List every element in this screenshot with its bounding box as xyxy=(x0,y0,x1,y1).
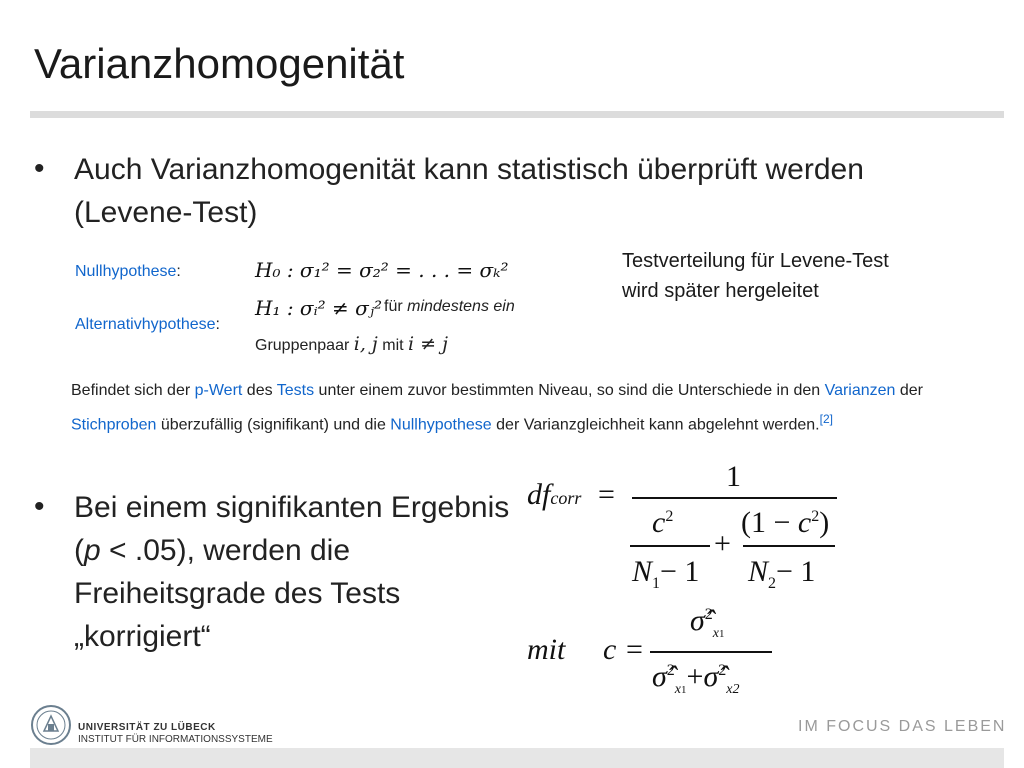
bullet-icon: • xyxy=(34,490,45,523)
bullet-significant-result xyxy=(74,486,524,658)
t1-minus-one: − 1 xyxy=(660,555,700,588)
group-pair-condition: i ≠ j xyxy=(408,333,448,355)
t1-denominator xyxy=(632,555,699,593)
page-title: Varianzhomogenität xyxy=(34,40,405,87)
t1-n-sub: 1 xyxy=(652,575,661,592)
t1-n: N xyxy=(632,555,653,588)
link-nullhypothese[interactable]: Nullhypothese xyxy=(390,416,492,434)
bullet2-text-pre: Bei einem signifikanten Ergebnis ( xyxy=(74,491,510,567)
df-equals: = xyxy=(598,478,615,511)
t2-numerator xyxy=(741,506,829,540)
bullet-levene-test: Auch Varianzhomogenität kann statistisch überprüft werden (Levene-Test) xyxy=(74,153,864,229)
alt-hypothesis-link[interactable]: Alternativhypothese xyxy=(75,316,216,333)
group-pair-label: Gruppenpaar xyxy=(255,337,350,354)
link-p-wert[interactable]: p-Wert xyxy=(194,382,243,399)
df-numerator: 1 xyxy=(726,460,741,493)
c-den-sub-2: x2 xyxy=(726,682,740,697)
footer-bar xyxy=(30,748,1004,768)
c-num-sup: 2 xyxy=(704,606,713,623)
c-den-sigma-2: σ̂ xyxy=(703,660,719,693)
c-den-sup-2: 2 xyxy=(718,662,727,679)
t1-fraction-line xyxy=(630,545,710,547)
c-num-sigma: σ̂ xyxy=(690,604,705,637)
c-symbol: c xyxy=(603,633,617,666)
c-num-sub xyxy=(713,626,725,641)
title-divider xyxy=(30,111,1004,118)
c-den-sub-1-x: x xyxy=(674,682,682,697)
group-pair-with: mit xyxy=(382,337,404,354)
t2-minus-one: − 1 xyxy=(776,555,816,588)
t1-numerator xyxy=(652,506,673,540)
c-den-sup-1: 2 xyxy=(666,662,675,679)
t2-c-sup: 2 xyxy=(811,508,820,525)
c-den-plus: + xyxy=(686,660,704,693)
footer-motto: IM FOCUS DAS LEBEN xyxy=(798,718,1007,735)
link-stichproben[interactable]: Stichproben xyxy=(71,416,157,434)
t2-n-sub: 2 xyxy=(768,575,777,592)
link-tests[interactable]: Tests xyxy=(276,382,315,399)
bullet2-p-symbol: p xyxy=(84,534,101,567)
c-num-sub-idx: 1 xyxy=(719,628,725,640)
null-hypothesis-label xyxy=(75,263,181,281)
t1-c: c xyxy=(652,506,666,539)
t1-c-sup: 2 xyxy=(665,508,674,525)
alt-hypothesis-label xyxy=(75,316,220,334)
c-denominator xyxy=(652,660,739,698)
side-note xyxy=(622,246,1002,306)
side-note-line1: Testverteilung für Levene-Test xyxy=(622,250,889,272)
t2-denominator xyxy=(748,555,815,593)
bullet2-text-post: < .05), werden die Freiheitsgrade des Tests „korrigiert“ xyxy=(74,534,401,653)
h1-text xyxy=(384,298,515,316)
alt-hypothesis-colon: : xyxy=(215,316,220,333)
link-varianzen[interactable]: Varianzen xyxy=(824,382,896,399)
para-text-5: überzufällig (signifikant) und die xyxy=(156,416,391,434)
para-text-6: der Varianzgleichheit kann abgelehnt werden. xyxy=(491,416,820,434)
quoted-paragraph xyxy=(71,376,1001,439)
group-pair-indices: i, j xyxy=(353,333,378,355)
institute-name: INSTITUT FÜR INFORMATIONSSYSTEME xyxy=(78,734,273,745)
t2-c: c xyxy=(797,506,812,539)
df-lhs xyxy=(527,478,581,512)
df-subscript: corr xyxy=(550,488,582,508)
h1-text-emphasis: mindestens ein xyxy=(407,298,515,315)
c-den-sub-1-idx: 1 xyxy=(681,684,687,696)
university-seal-icon xyxy=(30,704,72,746)
c-fraction-line xyxy=(650,651,772,653)
h1-formula: H₁ : σᵢ² ≠ σⱼ² xyxy=(255,296,383,320)
df-plus: + xyxy=(714,527,731,560)
group-pair-text xyxy=(255,333,448,355)
c-mit: mit xyxy=(527,633,566,666)
bullet-icon: • xyxy=(34,152,45,185)
para-text-1: Befindet sich der xyxy=(71,382,195,399)
df-symbol: df xyxy=(527,478,551,511)
df-main-fraction-line xyxy=(632,497,837,499)
t2-n: N xyxy=(748,555,769,588)
t2-close: ) xyxy=(819,506,830,539)
c-equals: = xyxy=(626,633,643,666)
null-hypothesis-colon: : xyxy=(176,263,181,280)
h1-text-prefix: für xyxy=(384,298,403,315)
para-text-2: des xyxy=(242,382,277,399)
c-numerator xyxy=(690,604,725,642)
c-num-sub-x: x xyxy=(712,626,720,641)
c-den-sub-1 xyxy=(675,682,687,697)
side-note-line2: wird später hergeleitet xyxy=(622,280,819,302)
para-text-3: unter einem zuvor bestimmten Niveau, so sind die Unterschiede in den xyxy=(314,382,825,399)
t2-fraction-line xyxy=(743,545,835,547)
t2-open: (1 − xyxy=(741,506,798,539)
reference-link[interactable]: [2] xyxy=(819,412,833,426)
c-den-sigma-1: σ̂ xyxy=(652,660,667,693)
h0-formula: H₀ : σ₁² = σ₂² = . . . = σₖ² xyxy=(255,258,509,282)
para-text-4: der xyxy=(895,382,924,399)
university-name: UNIVERSITÄT ZU LÜBECK xyxy=(78,722,216,733)
null-hypothesis-link[interactable]: Nullhypothese xyxy=(75,263,177,280)
university-logo-text xyxy=(78,722,273,746)
